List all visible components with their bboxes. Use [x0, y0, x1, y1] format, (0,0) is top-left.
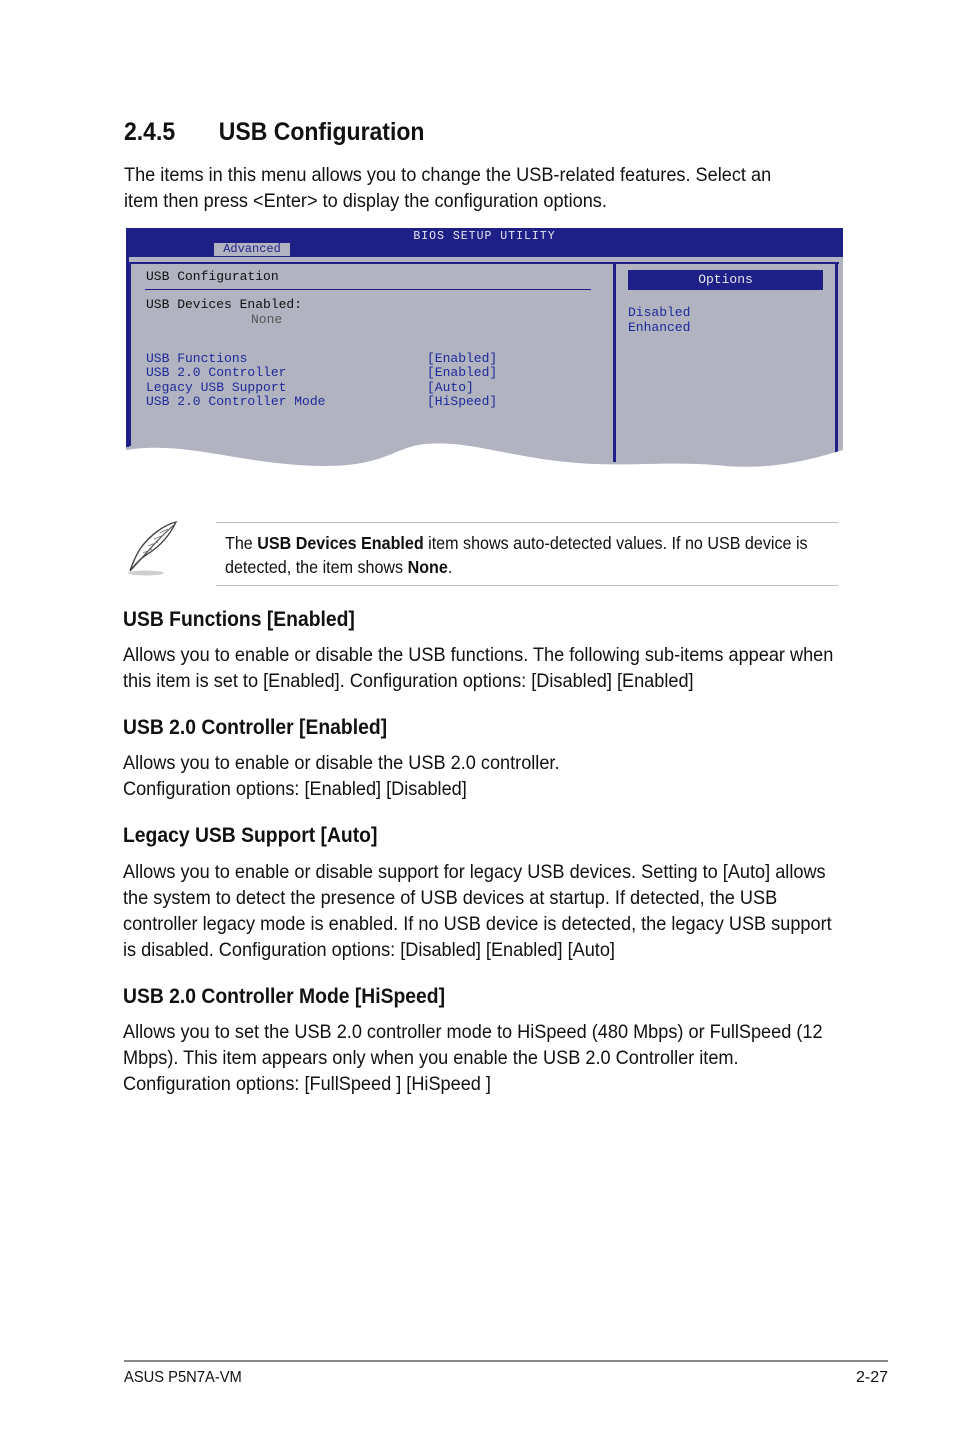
body-usb20-controller-line1: Allows you to enable or disable the USB 2.0 controller.: [123, 752, 560, 774]
bios-frame-right: [835, 262, 838, 462]
section-title-text: USB Configuration: [218, 118, 425, 146]
bios-value-usb20-mode[interactable]: [HiSpeed]: [427, 394, 498, 409]
bios-panel-title: USB Configuration: [146, 269, 279, 284]
quill-note-icon: [124, 519, 182, 577]
bios-value-usb-functions[interactable]: [Enabled]: [427, 351, 498, 366]
torn-edge-wave: [126, 440, 843, 476]
bios-devices-label: USB Devices Enabled:: [146, 297, 303, 312]
note-pre: The: [225, 533, 258, 553]
section-title: [124, 118, 424, 147]
footer-model: ASUS P5N7A-VM: [124, 1369, 242, 1386]
bios-item-usb20-controller[interactable]: USB 2.0 Controller: [146, 365, 287, 380]
heading-usb-functions: USB Functions [Enabled]: [123, 608, 355, 631]
note-mid: item shows auto-detected values. If no USB device is detected, the item shows: [225, 533, 808, 577]
heading-legacy-usb: Legacy USB Support [Auto]: [123, 824, 378, 847]
note-rule-bottom: [216, 585, 838, 586]
heading-usb20-mode: USB 2.0 Controller Mode [HiSpeed]: [123, 985, 446, 1008]
body-usb-functions: Allows you to enable or disable the USB functions. The following sub-items appear when this item is set to [Enabled]. Configuration options: [Disabled] [Enabled]: [123, 644, 834, 692]
footer-rule: [124, 1360, 888, 1362]
bios-options-header: Options: [628, 270, 823, 290]
bios-option-enhanced[interactable]: Enhanced: [628, 320, 691, 335]
footer-page-number: 2-27: [855, 1369, 888, 1386]
section-number: 2.4.5: [124, 118, 176, 146]
note-rule-top: [216, 522, 838, 523]
bios-option-disabled[interactable]: Disabled: [628, 305, 691, 320]
note-text: [225, 531, 832, 579]
note-bold-none: None: [407, 557, 448, 577]
bios-frame-left-inner: [129, 262, 131, 446]
bios-item-legacy-usb[interactable]: Legacy USB Support: [146, 380, 287, 395]
bios-devices-value: None: [251, 312, 283, 327]
bios-value-usb20-controller[interactable]: [Enabled]: [427, 365, 498, 380]
body-legacy-usb: Allows you to enable or disable support for legacy USB devices. Setting to [Auto] allows the system to detect the presence of USB devices at startup. If detected, the USB controller legacy mode is enabled. If no USB device is detected, the legacy USB support is disabled. Configuration options: [Disabled] [Enabled] [Auto]: [123, 861, 832, 961]
bios-item-usb-functions[interactable]: USB Functions: [146, 351, 248, 366]
intro-paragraph: The items in this menu allows you to change the USB-related features. Select an item then press <Enter> to display the configuration options.: [124, 164, 772, 212]
bios-frame-divider: [613, 262, 616, 462]
body-usb20-mode: Allows you to set the USB 2.0 controller mode to HiSpeed (480 Mbps) or FullSpeed (12 Mbps). This item appears only when you enable the USB 2.0 Controller item. Configuration options: [FullSpeed ] [HiSpeed ]: [123, 1021, 823, 1095]
body-usb20-controller-line2: Configuration options: [Enabled] [Disabled]: [123, 778, 467, 800]
bios-value-legacy-usb[interactable]: [Auto]: [427, 380, 474, 395]
bios-frame-top: [131, 262, 839, 264]
bios-tab-advanced[interactable]: Advanced: [214, 243, 290, 256]
bios-screenshot: [126, 228, 843, 476]
bios-title-rule: [145, 289, 591, 290]
note-post: .: [447, 557, 453, 577]
bios-title: BIOS SETUP UTILITY: [413, 230, 556, 243]
heading-usb20-controller: USB 2.0 Controller [Enabled]: [123, 716, 388, 739]
bios-item-usb20-mode[interactable]: USB 2.0 Controller Mode: [146, 394, 326, 409]
note-bold-usb-devices: USB Devices Enabled: [257, 533, 424, 553]
body-usb20-controller: [123, 750, 844, 802]
